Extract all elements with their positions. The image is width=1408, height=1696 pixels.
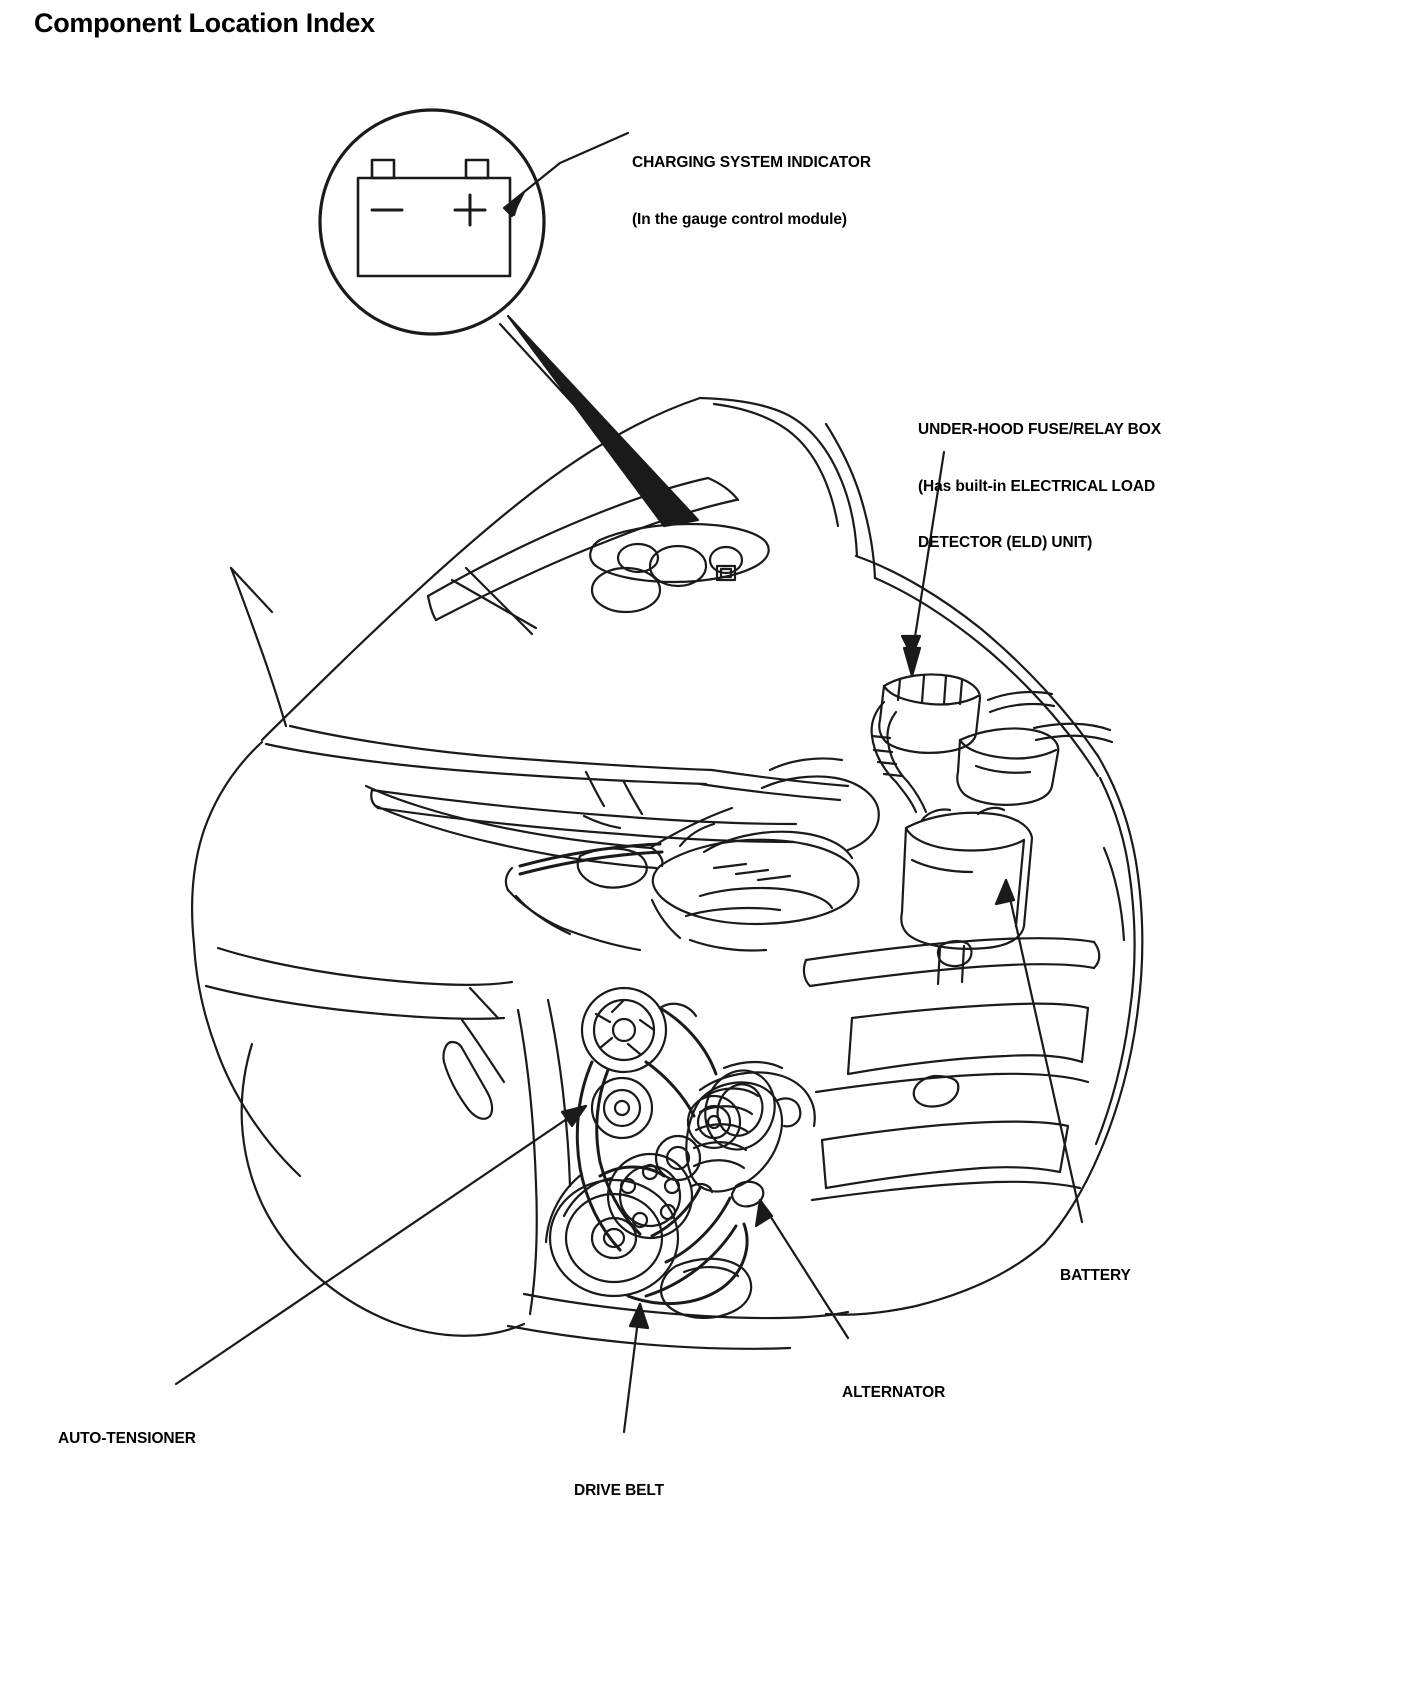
callout-under-hood-fuse-relay-box <box>918 383 1161 591</box>
callout-alternator <box>842 1346 945 1441</box>
page-title: Component Location Index <box>34 8 375 38</box>
auto-tensioner-component <box>582 988 666 1072</box>
engine-bay-details <box>366 674 1112 986</box>
leader-charging-indicator <box>504 133 628 216</box>
callout-charging-system-indicator <box>632 116 871 267</box>
callout-auto-tensioner <box>58 1392 196 1487</box>
leader-auto-tensioner <box>176 1106 586 1384</box>
leader-drive-belt <box>624 1304 648 1432</box>
charging-system-indicator-inset <box>320 110 544 334</box>
drive-belt-assembly <box>546 988 815 1318</box>
leader-battery <box>996 880 1082 1222</box>
callout-line-2: (Has built-in ELECTRICAL LOAD <box>918 477 1156 495</box>
callout-line-1: CHARGING SYSTEM INDICATOR <box>632 153 871 171</box>
callout-line-1: ALTERNATOR <box>842 1383 946 1401</box>
belt-lower-loop <box>661 1259 751 1318</box>
battery-component <box>901 808 1032 949</box>
callout-battery <box>1060 1229 1131 1324</box>
callout-line-2: (In the gauge control module) <box>632 210 847 228</box>
callout-line-1: BATTERY <box>1060 1266 1131 1284</box>
callout-line-3: DETECTOR (ELD) UNIT) <box>918 534 1093 552</box>
callout-drive-belt <box>574 1444 664 1539</box>
ac-compressor <box>695 1061 814 1158</box>
callout-line-1: AUTO-TENSIONER <box>58 1429 196 1447</box>
callout-line-1: DRIVE BELT <box>574 1481 664 1499</box>
alternator-component <box>686 1082 800 1206</box>
callout-line-1: UNDER-HOOD FUSE/RELAY BOX <box>918 420 1161 438</box>
